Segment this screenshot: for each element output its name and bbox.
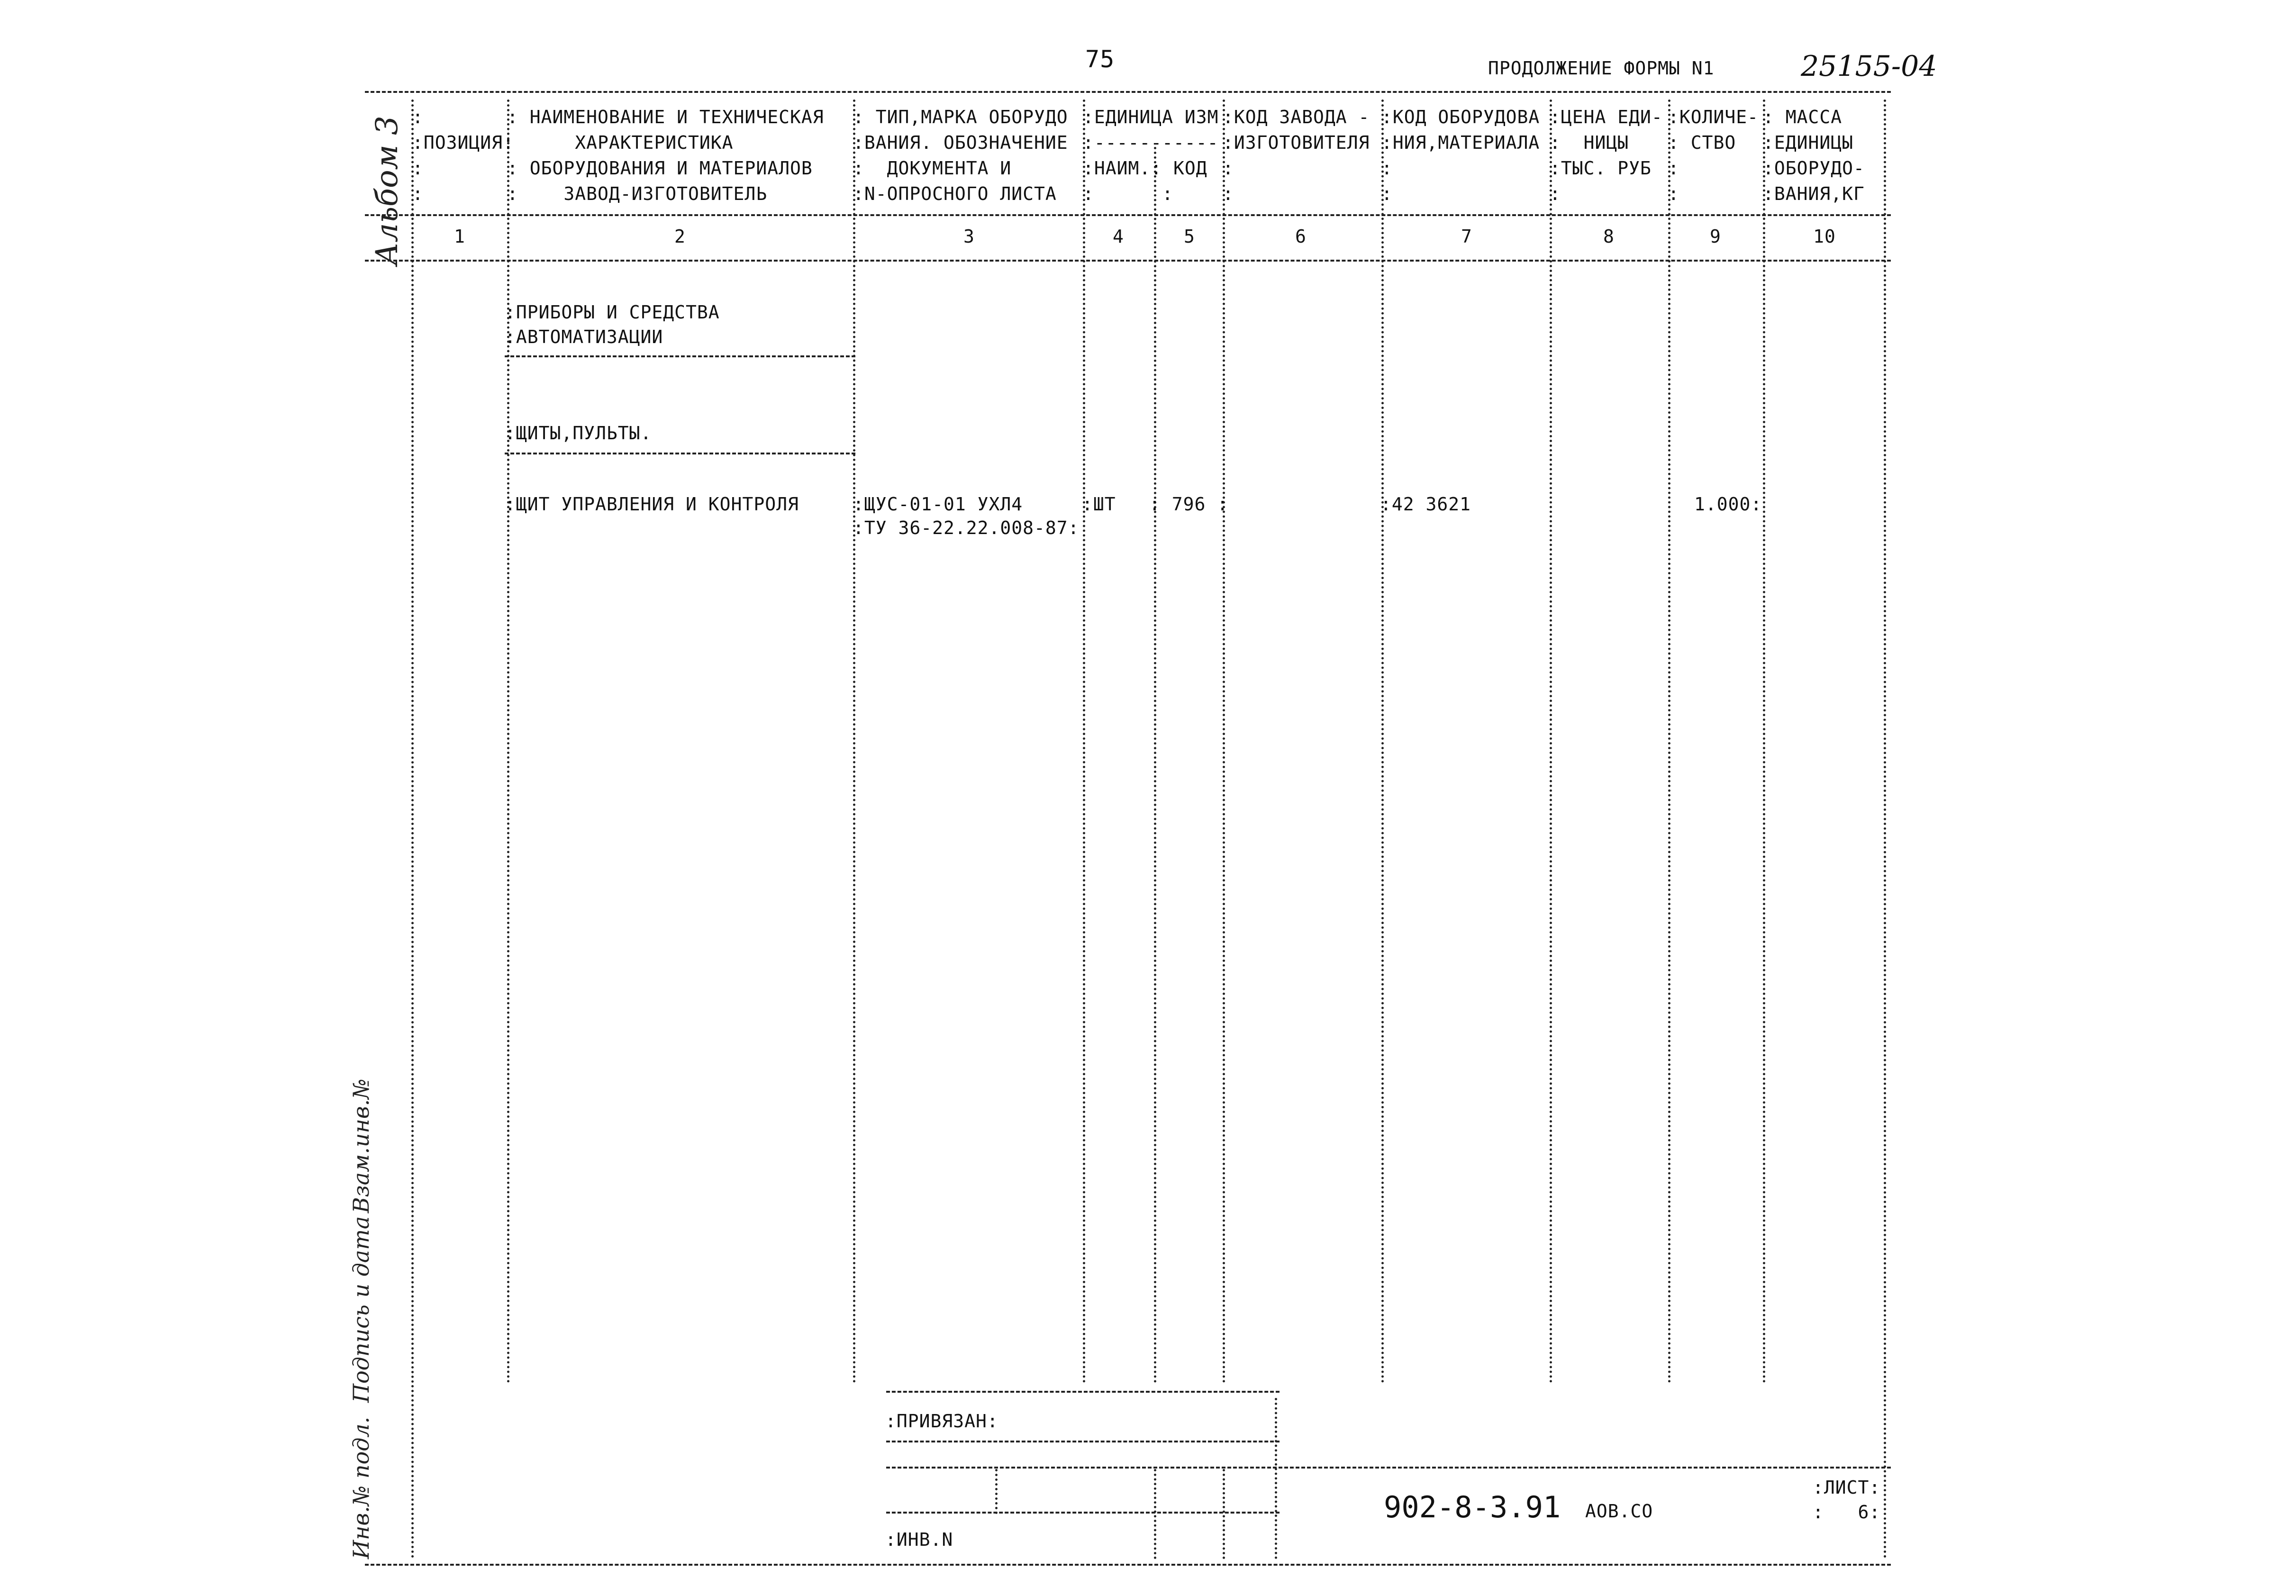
header-col6-l4: : xyxy=(1223,183,1234,204)
handwritten-stamp-code: 25155-04 xyxy=(1801,50,1937,83)
header-col1-l4: : xyxy=(412,183,424,204)
col-separator-8-9 xyxy=(1668,100,1670,1384)
column-number-4: 4 xyxy=(1113,226,1124,247)
header-col1-l2: :ПОЗИЦИЯ: xyxy=(412,132,514,153)
page-number: 75 xyxy=(1085,45,1115,73)
group-title-line2: :АВТОМАТИЗАЦИИ xyxy=(505,326,663,347)
stamp-separator-d xyxy=(1275,1398,1277,1559)
group-underline xyxy=(505,355,855,357)
column-number-10: 10 xyxy=(1813,226,1836,247)
header-col9-l2: : СТВО xyxy=(1668,132,1736,153)
col-separator-5-6 xyxy=(1223,100,1225,1384)
col-separator-1-2 xyxy=(507,100,509,1384)
stamp-separator-c xyxy=(1223,1469,1225,1559)
col-separator-7-8 xyxy=(1550,100,1552,1384)
header-bottom-line xyxy=(365,214,1891,216)
header-col10-l1: : МАССА xyxy=(1763,107,1842,127)
group-title-line1: :ПРИБОРЫ И СРЕДСТВА xyxy=(505,302,720,323)
header-col9-l1: :КОЛИЧЕ- xyxy=(1668,107,1759,127)
stamp-top-line xyxy=(886,1391,1280,1393)
sheet-label: :ЛИСТ: xyxy=(1813,1477,1881,1498)
header-col9-l4: : xyxy=(1668,183,1679,204)
stamp-line-2 xyxy=(886,1441,1280,1442)
stamp-separator-a xyxy=(995,1469,998,1514)
header-col3-l3: : ДОКУМЕНТА И xyxy=(853,158,1012,179)
subgroup-title: :ЩИТЫ,ПУЛЬТЫ. xyxy=(505,423,652,444)
subgroup-underline xyxy=(505,453,855,454)
header-col6-l1: :КОД ЗАВОДА - xyxy=(1223,107,1370,127)
row-name: :ЩИТ УПРАВЛЕНИЯ И КОНТРОЛЯ xyxy=(505,494,799,515)
column-number-8: 8 xyxy=(1603,226,1615,247)
header-col10-l3: :ОБОРУДО- xyxy=(1763,158,1865,179)
header-col8-l1: :ЦЕНА ЕДИ- xyxy=(1550,107,1663,127)
sheet-number: : 6: xyxy=(1813,1502,1881,1523)
document-number: 902-8-3.91 xyxy=(1384,1490,1561,1524)
col-separator-4-5 xyxy=(1154,147,1156,1384)
header-col1-l3: : xyxy=(412,158,424,179)
header-col45-l3: :НАИМ.: КОД xyxy=(1083,158,1207,179)
bottom-border xyxy=(365,1564,1891,1566)
column-number-9: 9 xyxy=(1710,226,1721,247)
header-col9-l3: : xyxy=(1668,158,1679,179)
header-col3-l2: :ВАНИЯ. ОБОЗНАЧЕНИЕ xyxy=(853,132,1068,153)
side-label-sign-date: Подпись и дата xyxy=(348,1216,374,1403)
header-col1-l1: : xyxy=(412,107,424,127)
stamp-line-3 xyxy=(886,1467,1891,1469)
header-col7-l4: : xyxy=(1381,183,1393,204)
col-separator-6-7 xyxy=(1381,100,1384,1384)
stamp-separator-b xyxy=(1154,1469,1156,1559)
header-col3-l1: : ТИП,МАРКА ОБОРУДО xyxy=(853,107,1068,127)
side-label-replace-inv: Взам.инв.№ xyxy=(348,1079,374,1213)
header-col2-l1: : НАИМЕНОВАНИЕ И ТЕХНИЧЕСКАЯ xyxy=(507,107,824,127)
column-number-7: 7 xyxy=(1461,226,1472,247)
album-label: Альбом 3 xyxy=(370,116,405,265)
column-number-6: 6 xyxy=(1295,226,1307,247)
header-col8-l3: :ТЫС. РУБ xyxy=(1550,158,1652,179)
side-label-inv-orig: Инв.№ подл. xyxy=(348,1416,374,1559)
header-col3-l4: :N-ОПРОСНОГО ЛИСТА xyxy=(853,183,1057,204)
row-type-line2: :ТУ 36-22.22.008-87: xyxy=(853,517,1080,538)
column-number-line xyxy=(365,260,1891,262)
form-continuation-title: ПРОДОЛЖЕНИЕ ФОРМЫ N1 xyxy=(1488,58,1715,79)
header-col6-l2: :ИЗГОТОВИТЕЛЯ xyxy=(1223,132,1370,153)
col-separator-left xyxy=(411,100,414,1559)
header-col2-l3: : ОБОРУДОВАНИЯ И МАТЕРИАЛОВ xyxy=(507,158,813,179)
header-col2-l4: : ЗАВОД-ИЗГОТОВИТЕЛЬ xyxy=(507,183,768,204)
header-col45-l4: : : xyxy=(1083,183,1174,204)
header-col10-l4: :ВАНИЯ,КГ xyxy=(1763,183,1865,204)
col-separator-2-3 xyxy=(853,100,855,1384)
column-number-5: 5 xyxy=(1184,226,1195,247)
col-separator-3-4 xyxy=(1083,100,1085,1384)
top-border xyxy=(365,91,1891,93)
header-col7-l3: : xyxy=(1381,158,1393,179)
col-separator-9-10 xyxy=(1763,100,1765,1384)
header-col6-l3: : xyxy=(1223,158,1234,179)
header-col10-l2: :ЕДИНИЦЫ xyxy=(1763,132,1854,153)
row-unit-code: : 796 : xyxy=(1149,494,1229,515)
header-col7-l2: :НИЯ,МАТЕРИАЛА xyxy=(1381,132,1540,153)
header-col45-l1: :ЕДИНИЦА ИЗМ xyxy=(1083,107,1219,127)
column-number-1: 1 xyxy=(454,226,465,247)
stamp-inv-number-label: :ИНВ.N xyxy=(885,1529,953,1550)
stamp-line-4 xyxy=(886,1512,1280,1514)
stamp-linked-label: :ПРИВЯЗАН: xyxy=(885,1411,998,1432)
row-type-line1: :ЩУС-01-01 УХЛ4 xyxy=(853,494,1023,515)
header-col8-l2: : НИЦЫ xyxy=(1550,132,1629,153)
row-unit-name: :ШТ xyxy=(1082,494,1116,515)
column-number-2: 2 xyxy=(674,226,686,247)
column-number-3: 3 xyxy=(963,226,975,247)
header-col2-l2: ХАРАКТЕРИСТИКА xyxy=(507,132,734,153)
col-separator-right xyxy=(1884,100,1886,1559)
row-quantity: 1.000: xyxy=(1694,494,1762,515)
row-equipment-code: :42 3621 xyxy=(1380,494,1471,515)
document-suffix: АОВ.СО xyxy=(1585,1501,1653,1522)
header-col7-l1: :КОД ОБОРУДОВА xyxy=(1381,107,1540,127)
header-col8-l4: : xyxy=(1550,183,1561,204)
header-col45-l2: :----------- xyxy=(1083,132,1219,153)
